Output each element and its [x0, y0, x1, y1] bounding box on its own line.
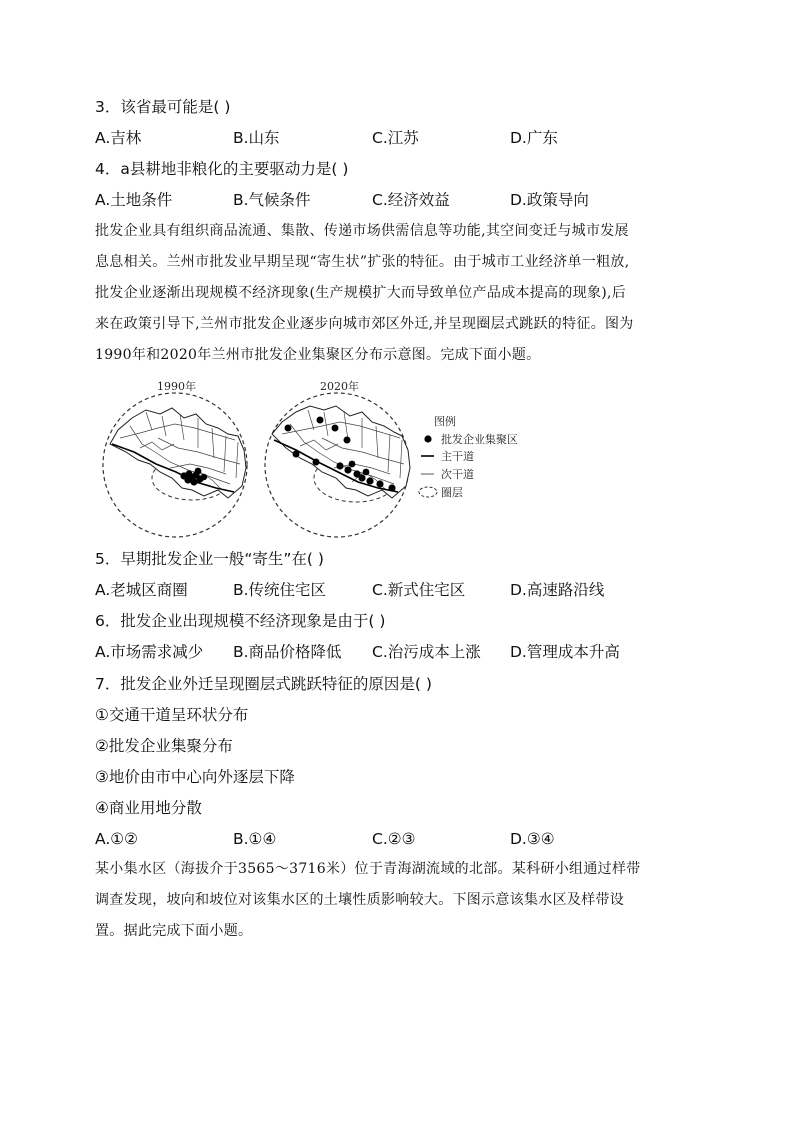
reading-passage-2	[95, 854, 700, 947]
option-c: C.经济效益	[372, 191, 450, 209]
passage-line: 来在政策引导下,兰州市批发企业逐步向城市郊区外迁,并呈现圈层式跳跃的特征。图为	[95, 316, 634, 332]
option-d: D.③④	[510, 830, 555, 848]
question-7-stem: 7．批发企业外迁呈现圈层式跳跃特征的原因是( )	[95, 675, 432, 693]
option-d: D.高速路沿线	[510, 581, 605, 599]
question-5-options	[95, 580, 715, 600]
statement-2: ②批发企业集聚分布	[95, 737, 233, 755]
map-1990-title: 1990年	[157, 380, 196, 393]
option-d: D.管理成本升高	[510, 643, 620, 661]
option-d: D.广东	[510, 129, 558, 147]
option-a: A.土地条件	[95, 191, 173, 209]
option-c: C.治污成本上涨	[372, 643, 481, 661]
passage-line: 1990年和2020年兰州市批发企业集聚区分布示意图。完成下面小题。	[95, 347, 541, 363]
question-3-stem: 3．该省最可能是( )	[95, 98, 231, 116]
passage-line: 置。据此完成下面小题。	[95, 923, 253, 939]
option-b: B.商品价格降低	[233, 643, 342, 661]
option-c: C.②③	[372, 830, 416, 848]
option-b: B.传统住宅区	[233, 581, 327, 599]
option-b: B.气候条件	[233, 191, 311, 209]
statement-1: ①交通干道呈环状分布	[95, 706, 249, 724]
map-2020-title: 2020年	[320, 380, 359, 393]
statement-4: ④商业用地分散	[95, 799, 202, 817]
question-5-stem: 5．早期批发企业一般“寄生”在( )	[95, 550, 324, 568]
passage-line: 息息相关。兰州市批发业早期呈现“寄生状”扩张的特征。由于城市工业经济单一粗放,	[95, 254, 630, 270]
map-1990	[103, 393, 247, 537]
legend-item-cluster: 批发企业集聚区	[441, 433, 518, 446]
option-a: A.市场需求减少	[95, 643, 204, 661]
passage-line: 某小集水区（海拔介于3565～3716米）位于青海湖流域的北部。某科研小组通过样带	[95, 861, 641, 877]
option-a: A.①②	[95, 830, 139, 848]
ring-legend-icon	[419, 487, 437, 497]
city-outline	[110, 408, 246, 498]
option-b: B.①④	[233, 830, 277, 848]
lanzhou-wholesale-cluster-map	[100, 378, 540, 538]
option-b: B.山东	[233, 129, 280, 147]
legend-item-main-road: 主干道	[441, 450, 474, 463]
map-2020	[265, 393, 410, 537]
option-c: C.江苏	[372, 129, 419, 147]
question-3-options	[95, 128, 715, 148]
passage-line: 批发企业具有组织商品流通、集散、传递市场供需信息等功能,其空间变迁与城市发展	[95, 223, 629, 239]
legend-title: 图例	[434, 415, 456, 428]
passage-line: 调查发现，坡向和坡位对该集水区的土壤性质影响较大。下图示意该集水区及样带设	[95, 892, 625, 908]
map-legend	[419, 414, 518, 499]
question-4-stem: 4．a县耕地非粮化的主要驱动力是( )	[95, 160, 349, 178]
statement-3: ③地价由市中心向外逐层下降	[95, 768, 295, 786]
option-d: D.政策导向	[510, 191, 589, 209]
legend-item-secondary-road: 次干道	[441, 468, 474, 481]
cluster-legend-icon	[424, 435, 431, 442]
option-c: C.新式住宅区	[372, 581, 466, 599]
option-a: A.吉林	[95, 129, 142, 147]
question-6-options	[95, 642, 715, 662]
option-a: A.老城区商圈	[95, 581, 188, 599]
passage-line: 批发企业逐渐出现规模不经济现象(生产规模扩大而导致单位产品成本提高的现象),后	[95, 285, 627, 301]
question-4-options	[95, 190, 715, 210]
question-6-stem: 6．批发企业出现规模不经济现象是由于( )	[95, 612, 386, 630]
legend-item-ring: 圈层	[441, 486, 463, 499]
question-7-options	[95, 829, 715, 849]
reading-passage-1	[95, 216, 700, 371]
